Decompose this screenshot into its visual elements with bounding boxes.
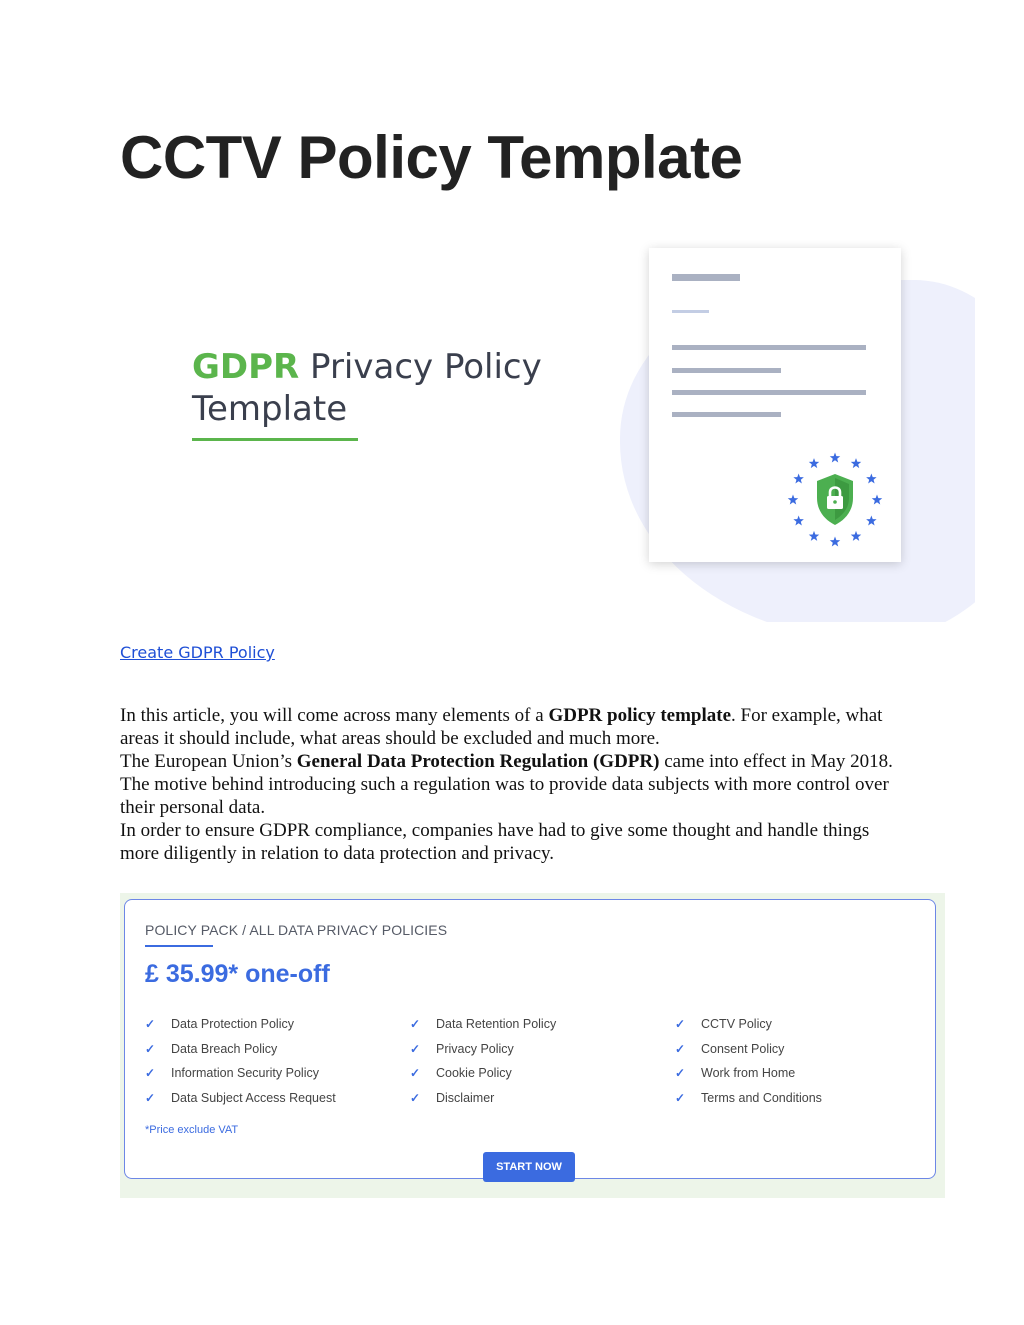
price: £ 35.99* one-off (145, 960, 330, 988)
feature-item (145, 1066, 410, 1081)
text-run: The European Union’s (120, 751, 297, 772)
pricing-banner (120, 893, 945, 1198)
check-icon: ✓ (675, 1041, 686, 1056)
check-icon: ✓ (410, 1041, 421, 1056)
feature-item (675, 1091, 935, 1106)
star-icon (809, 458, 819, 468)
feature-item (145, 1017, 410, 1032)
feature-item (410, 1066, 675, 1081)
star-icon (809, 531, 819, 541)
star-icon (872, 495, 882, 505)
bold-text: General Data Protection Regulation (GDPR) (296, 751, 660, 772)
create-gdpr-policy-link[interactable]: Create GDPR Policy (120, 643, 275, 662)
feature-label: Disclaimer (436, 1090, 495, 1105)
star-icon (793, 516, 803, 526)
feature-item (145, 1091, 410, 1106)
star-icon (788, 495, 798, 505)
banner-underline (192, 438, 358, 441)
text-run: came into effect in May 2018. The motive behind introducing such a regulation was to provide data subjects with more control over their personal data. (120, 751, 893, 818)
star-icon (793, 474, 803, 484)
text-run: . For example, what areas it should include, what areas should be excluded and much more. (120, 705, 883, 749)
feature-label: Data Protection Policy (171, 1017, 294, 1032)
star-icon (851, 458, 861, 468)
feature-label: Work from Home (701, 1066, 796, 1081)
star-icon (830, 453, 840, 463)
feature-item (675, 1017, 935, 1032)
feature-label: Privacy Policy (436, 1041, 514, 1056)
check-icon: ✓ (675, 1017, 686, 1032)
star-icon (851, 531, 861, 541)
star-icon (866, 516, 876, 526)
pack-title-underline (145, 945, 213, 947)
start-now-button[interactable]: START NOW (483, 1152, 575, 1182)
doc-line (672, 412, 781, 417)
vat-note: *Price exclude VAT (145, 1124, 239, 1136)
feature-label: Cookie Policy (436, 1066, 512, 1081)
doc-line (672, 368, 781, 373)
doc-line (672, 274, 740, 281)
feature-item (410, 1017, 675, 1032)
article-paragraph (120, 819, 910, 865)
pack-title: POLICY PACK / ALL DATA PRIVACY POLICIES (145, 922, 448, 938)
check-icon: ✓ (145, 1066, 156, 1081)
bold-text: GDPR policy template (548, 705, 732, 726)
feature-label: Consent Policy (701, 1041, 785, 1056)
pricing-card (124, 899, 936, 1179)
document-icon (649, 248, 901, 562)
text-run: In this article, you will come across many elements of a (120, 705, 549, 726)
check-icon: ✓ (410, 1066, 421, 1081)
check-icon: ✓ (145, 1090, 156, 1105)
check-icon: ✓ (675, 1066, 686, 1081)
check-icon: ✓ (675, 1090, 686, 1105)
check-icon: ✓ (145, 1017, 156, 1032)
feature-label: Information Security Policy (171, 1066, 319, 1081)
banner-heading-line2: Template (192, 389, 348, 429)
feature-item (675, 1042, 935, 1057)
feature-item (675, 1066, 935, 1081)
banner-heading (192, 346, 542, 430)
star-icon (866, 474, 876, 484)
feature-label: Data Breach Policy (171, 1041, 278, 1056)
doc-line (672, 345, 866, 350)
article-body (120, 704, 910, 865)
text-run: In order to ensure GDPR compliance, companies have had to give some thought and handle things more diligently in relation to data protection and privacy. (120, 820, 870, 864)
feature-list (145, 1017, 935, 1105)
article-paragraph (120, 704, 910, 750)
banner-heading-highlight: GDPR (192, 347, 300, 387)
check-icon: ✓ (145, 1041, 156, 1056)
feature-item (145, 1042, 410, 1057)
feature-label: Data Subject Access Request (171, 1090, 336, 1105)
feature-item (410, 1091, 675, 1106)
feature-label: Terms and Conditions (701, 1090, 822, 1105)
banner-heading-rest: Privacy Policy (299, 347, 542, 387)
page-title: CCTV Policy Template (120, 124, 743, 191)
feature-item (410, 1042, 675, 1057)
gdpr-banner-image (120, 240, 975, 622)
article-paragraph (120, 750, 910, 819)
doc-line (672, 390, 866, 395)
doc-line (672, 310, 709, 313)
star-icon (830, 537, 840, 547)
check-icon: ✓ (410, 1090, 421, 1105)
feature-label: Data Retention Policy (436, 1017, 557, 1032)
gdpr-shield-lock-icon (783, 448, 887, 552)
feature-label: CCTV Policy (701, 1017, 772, 1032)
check-icon: ✓ (410, 1017, 421, 1032)
